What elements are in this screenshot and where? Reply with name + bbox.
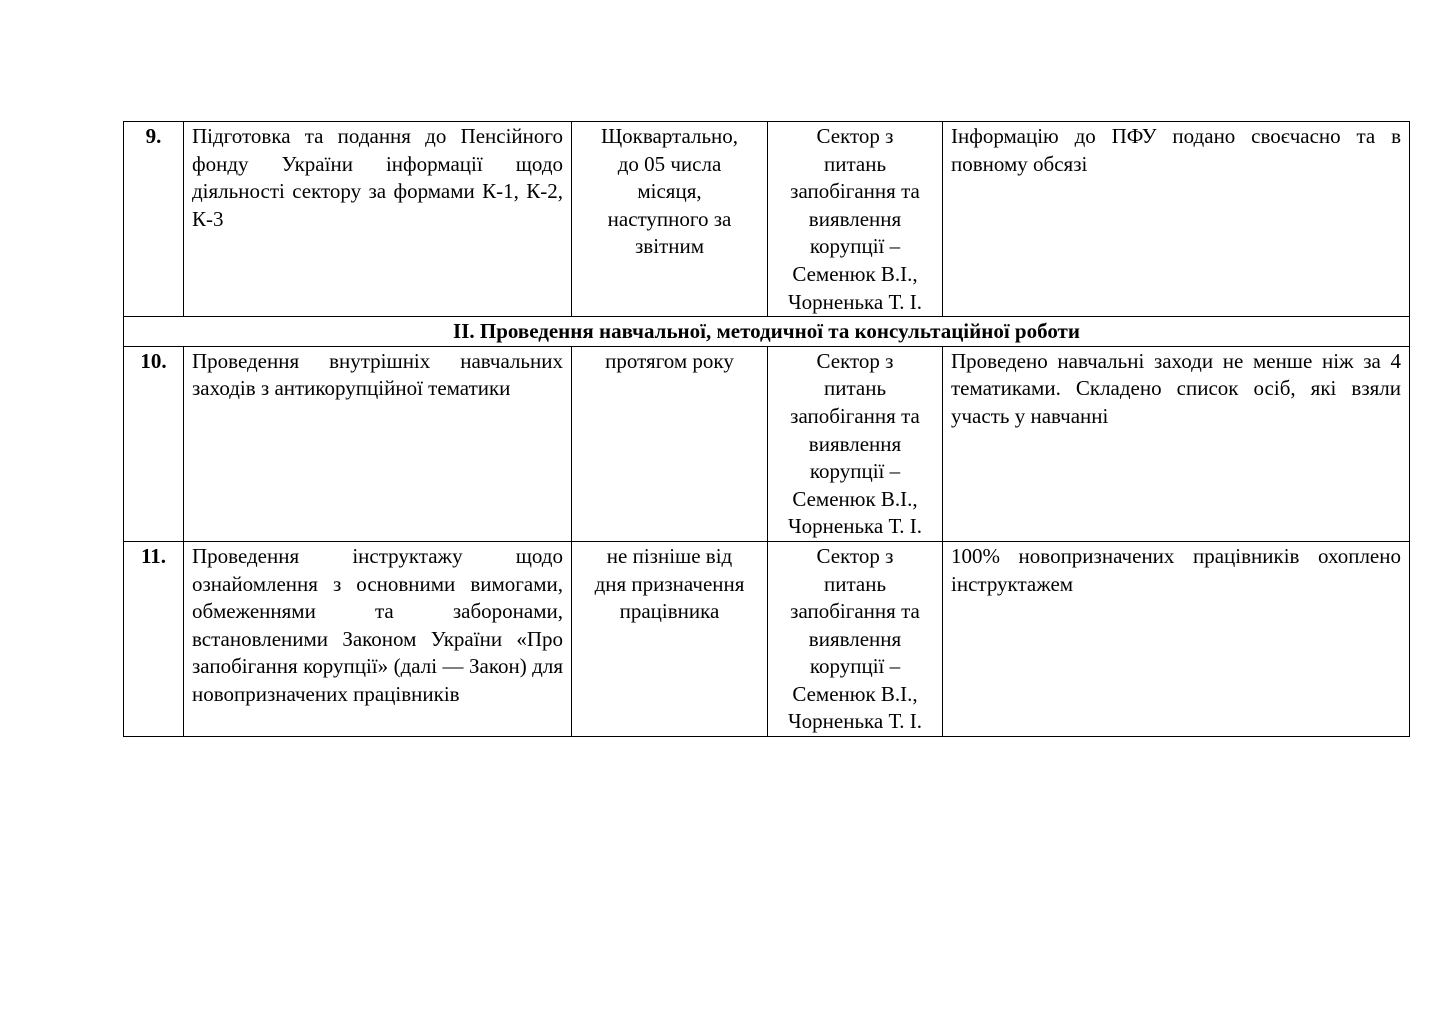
responsible-line: питань <box>823 571 887 596</box>
responsible-line: запобігання та <box>790 403 920 428</box>
responsible-line: Чорненька Т. І. <box>788 514 922 539</box>
section-heading-row <box>124 317 1410 347</box>
responsible-line: питань <box>823 376 887 401</box>
term-line: Щоквартально, <box>600 124 739 148</box>
term-line: наступного за <box>607 206 732 231</box>
responsible-cell <box>768 541 943 736</box>
term-line: до 05 числа <box>617 151 722 176</box>
row-number: 11. <box>124 541 184 736</box>
responsible-line: Сектор з <box>816 543 894 568</box>
term-line: протягом року <box>605 348 734 373</box>
responsible-line: Чорненька Т. І. <box>788 709 922 734</box>
term-cell <box>572 346 768 541</box>
result-cell: 100% новопризначених працівників охоплено інструктажем <box>943 541 1410 736</box>
result-cell: Проведено навчальні заходи не менше ніж за 4 тематиками. Складено список осіб, які взяли участь у навчанні <box>943 346 1410 541</box>
responsible-line: Семенюк В.І., <box>792 486 918 511</box>
term-line: працівника <box>619 599 720 624</box>
table-row <box>124 122 1410 317</box>
task-cell: Проведення інструктажу щодо ознайомлення з основними вимогами, обмеженнями та заборонами, встановленими Законом України «Про запобігання корупції» (далі — Закон) для новопризначених працівників <box>184 541 572 736</box>
responsible-line: Чорненька Т. І. <box>788 289 922 314</box>
responsible-line: запобігання та <box>790 179 920 204</box>
term-line: дня призначення <box>594 571 745 596</box>
responsible-line: виявлення <box>808 626 902 651</box>
row-number: 9. <box>124 122 184 317</box>
responsible-line: корупції – <box>809 234 901 259</box>
task-cell: Проведення внутрішніх навчальних заходів з антикорупційної тематики <box>184 346 572 541</box>
task-cell: Підготовка та подання до Пенсійного фонду України інформації щодо діяльності сектору за формами К-1, К-2, К-3 <box>184 122 572 317</box>
responsible-line: Сектор з <box>816 124 894 148</box>
responsible-line: Семенюк В.І., <box>792 681 918 706</box>
table-row <box>124 541 1410 736</box>
responsible-line: запобігання та <box>790 599 920 624</box>
responsible-line: Семенюк В.І., <box>792 261 918 286</box>
responsible-line: виявлення <box>808 206 902 231</box>
result-cell: Інформацію до ПФУ подано своєчасно та в повному обсязі <box>943 122 1410 317</box>
responsible-line: питань <box>823 151 887 176</box>
responsible-cell <box>768 346 943 541</box>
term-cell <box>572 541 768 736</box>
activity-plan-table <box>123 121 1410 737</box>
section-heading: ІІ. Проведення навчальної, методичної та консультаційної роботи <box>124 317 1410 347</box>
responsible-line: виявлення <box>808 431 902 456</box>
responsible-line: Сектор з <box>816 348 894 373</box>
responsible-cell <box>768 122 943 317</box>
table-row <box>124 346 1410 541</box>
term-line: не пізніше від <box>606 543 733 568</box>
row-number: 10. <box>124 346 184 541</box>
responsible-line: корупції – <box>809 459 901 484</box>
term-cell <box>572 122 768 317</box>
term-line: місяця, <box>637 179 702 204</box>
term-line: звітним <box>635 234 704 259</box>
responsible-line: корупції – <box>809 654 901 679</box>
